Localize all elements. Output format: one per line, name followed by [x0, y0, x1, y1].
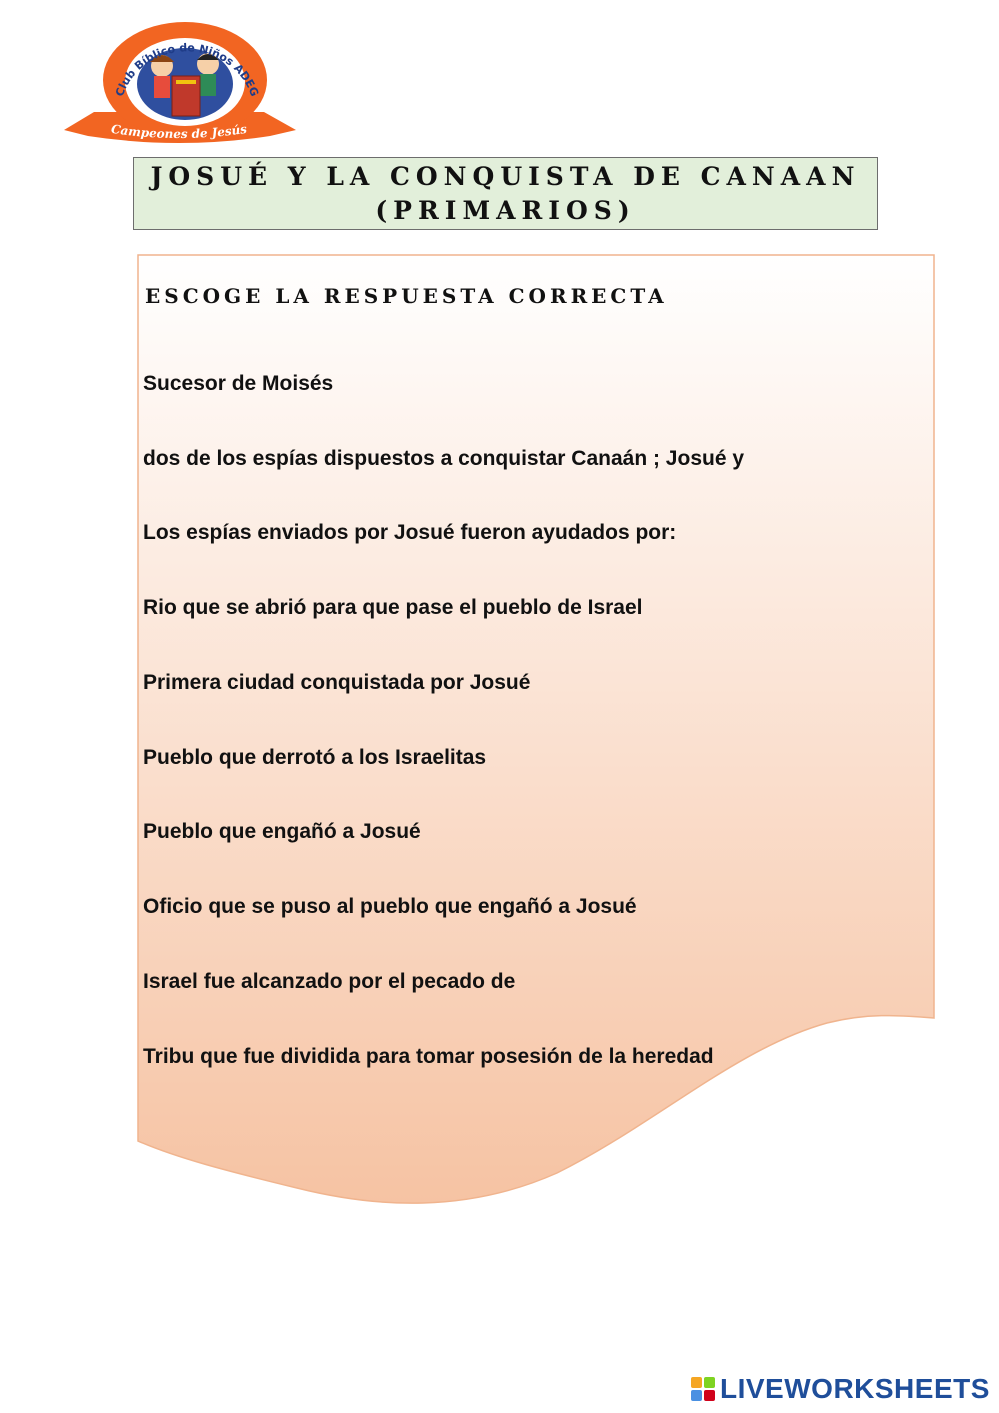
- question-8: Oficio que se puso al pueblo que engañó a Josué: [143, 895, 637, 918]
- question-7: Pueblo que engañó a Josué: [143, 820, 421, 843]
- question-4: Rio que se abrió para que pase el pueblo de Israel: [143, 596, 643, 619]
- question-1: Sucesor de Moisés: [143, 372, 334, 395]
- page-title: JOSUÉ Y LA CONQUISTA DE CANAAN (PRIMARIOS): [150, 162, 861, 225]
- instruction-heading: ESCOGE LA RESPUESTA CORRECTA: [145, 284, 668, 308]
- liveworksheets-logo-icon: [690, 1376, 716, 1402]
- question-6: Pueblo que derrotó a los Israelitas: [143, 746, 487, 769]
- brand-text: LIVEWORKSHEETS: [720, 1373, 990, 1404]
- question-5: Primera ciudad conquistada por Josué: [143, 671, 531, 694]
- club-logo: [58, 18, 300, 148]
- question-2: dos de los espías dispuestos a conquistar Canaán ; Josué y: [143, 447, 745, 470]
- question-9: Israel fue alcanzado por el pecado de: [143, 970, 516, 993]
- paper-background: [137, 253, 937, 1213]
- liveworksheets-brand: [690, 1372, 990, 1406]
- logo-ribbon-text: Campeones de Jesús: [110, 121, 248, 142]
- question-10: Tribu que fue dividida para tomar posesión de la heredad: [143, 1045, 714, 1068]
- page-title-box: [133, 157, 878, 230]
- question-3: Los espías enviados por Josué fueron ayudados por:: [143, 521, 677, 544]
- logo-arc-text: Club Bíblico de Niños ADEG: [112, 41, 262, 99]
